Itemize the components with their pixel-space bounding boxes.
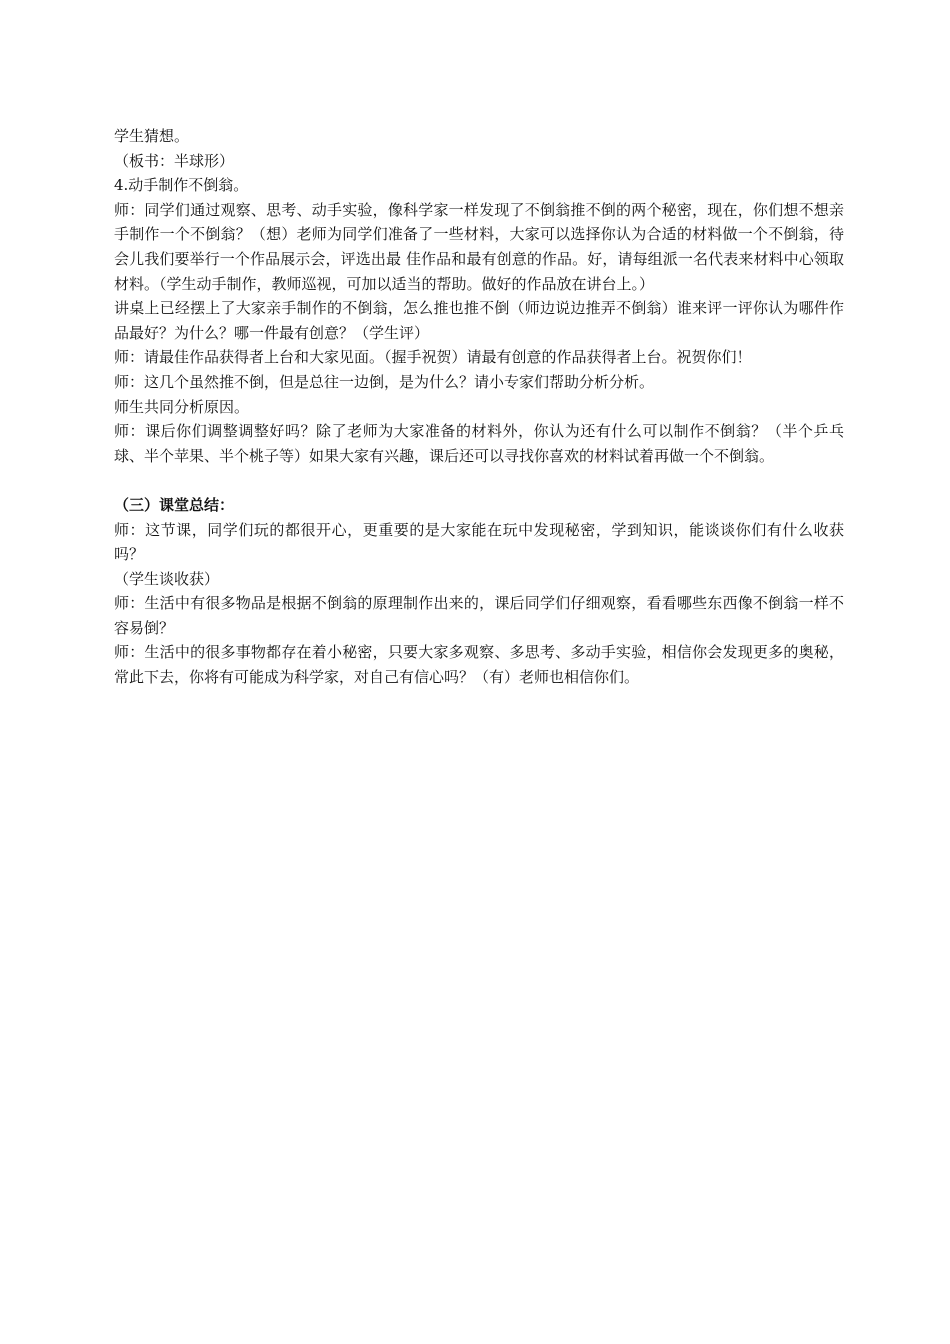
paragraph-closing: 师：生活中的很多事物都存在着小秘密，只要大家多观察、多思考、多动手实验，相信你会发现更多的奥秘，常此下去，你将有可能成为科学家，对自己有信心吗？（有）老师也相信你们。 (114, 643, 844, 687)
paragraph-question: 师：这几个虽然推不倒，但是总往一边倒，是为什么？请小专家们帮助分析分析。 (114, 372, 655, 391)
paragraph-student-reflection: （学生谈收获） (114, 569, 220, 588)
paragraph-summary-question: 师：这节课，同学们玩的都很开心，更重要的是大家能在玩中发现秘密，学到知识，能谈谈你们有什么收获吗？ (114, 520, 844, 564)
paragraph-gap (114, 468, 844, 493)
section-heading-summary: （三）课堂总结： (114, 495, 235, 514)
paragraph-making-instructions: 师：同学们通过观察、思考、动手实验，像科学家一样发现了不倒翁推不倒的两个秘密，现在，你们想不想亲手制作一个不倒翁？（想）老师为同学们准备了一些材料，大家可以选择你认为合适的材料做一个不倒翁，待会儿我们要举行一个作品展示会，评选出最 佳作品和最有创意的作品。好，请每组派一名代表来材料中心领取材料。（学生动手制作，教师巡视，可加以适当的帮助。做好的作品放在讲台上。） (114, 200, 844, 293)
paragraph-evaluation: 讲桌上已经摆上了大家亲手制作的不倒翁，怎么推也推不倒（师边说边推弄不倒翁）谁来评一评你认为哪件作品最好？为什么？哪一件最有创意？（学生评） (114, 299, 844, 342)
paragraph-analysis: 师生共同分析原因。 (114, 397, 250, 416)
paragraph-step-heading: 4.动手制作不倒翁。 (114, 176, 249, 195)
paragraph-daily-life: 师：生活中有很多物品是根据不倒翁的原理制作出来的，课后同学们仔细观察，看看哪些东西像不倒翁一样不容易倒？ (114, 594, 844, 637)
paragraph-student-guess: 学生猜想。 (114, 127, 190, 145)
paragraph-board-note: （板书：半球形） (114, 151, 235, 170)
paragraph-after-class: 师：课后你们调整调整好吗？除了老师为大家准备的材料外，你认为还有什么可以制作不倒翁？（半个乒乓球、半个苹果、半个桃子等）如果大家有兴趣，课后还可以寻找你喜欢的材料试着再做一个不倒翁。 (114, 422, 844, 465)
document-body (114, 124, 844, 690)
paragraph-award: 师：请最佳作品获得者上台和大家见面。（握手祝贺）请最有创意的作品获得者上台。祝贺你们！ (114, 348, 752, 367)
